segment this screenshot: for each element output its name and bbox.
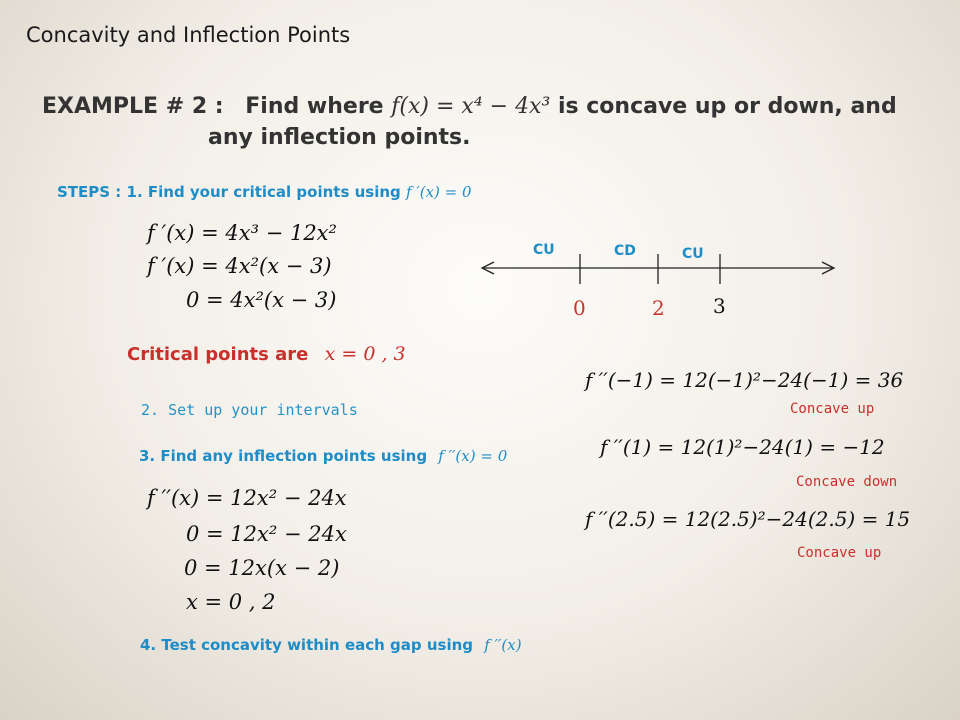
step1 bbox=[57, 183, 472, 201]
step3 bbox=[139, 447, 507, 465]
test-result-3: Concave up bbox=[797, 545, 882, 561]
example-label: EXAMPLE # 2 : bbox=[42, 94, 224, 119]
step3-eq-3: 0 = 12x(x − 2) bbox=[184, 556, 340, 580]
critical-value: x = 0 , 3 bbox=[324, 343, 406, 365]
example-text-after: is concave up or down, and bbox=[557, 94, 897, 119]
step3-eq-2: 0 = 12x² − 24x bbox=[186, 522, 347, 546]
test-result-1: Concave up bbox=[790, 401, 875, 417]
tick-label-2: 2 bbox=[652, 296, 665, 320]
step2-label: 2. Set up your intervals bbox=[141, 401, 358, 419]
critical-label: Critical points are bbox=[127, 344, 309, 365]
step4 bbox=[140, 636, 522, 654]
test-eq-3: f ′′(2.5) = 12(2.5)²−24(2.5) = 15 bbox=[585, 507, 911, 531]
interval-label-3: CU bbox=[682, 246, 704, 262]
tick-label-3: 3 bbox=[713, 294, 726, 318]
step1-eq-3: 0 = 4x²(x − 3) bbox=[186, 288, 337, 312]
step3-formula: f ′′(x) = 0 bbox=[438, 447, 508, 465]
critical-points bbox=[127, 343, 406, 365]
step1-label: STEPS : 1. Find your critical points using bbox=[57, 183, 401, 201]
test-result-2: Concave down bbox=[796, 474, 898, 490]
step1-formula: f ′(x) = 0 bbox=[406, 183, 472, 201]
example-function: f(x) = x⁴ − 4x³ bbox=[391, 94, 551, 119]
step3-label: 3. Find any inflection points using bbox=[139, 447, 428, 465]
example-header bbox=[42, 94, 897, 119]
test-eq-2: f ′′(1) = 12(1)²−24(1) = −12 bbox=[600, 435, 885, 459]
tick-label-0: 0 bbox=[573, 296, 586, 320]
interval-label-2: CD bbox=[614, 243, 636, 259]
step1-eq-1: f ′(x) = 4x³ − 12x² bbox=[147, 221, 337, 245]
step3-eq-4: x = 0 , 2 bbox=[186, 590, 276, 614]
step1-eq-2: f ′(x) = 4x²(x − 3) bbox=[147, 254, 332, 278]
page-title: Concavity and Inflection Points bbox=[26, 23, 351, 47]
example-text-before: Find where bbox=[245, 94, 384, 119]
test-eq-1: f ′′(−1) = 12(−1)²−24(−1) = 36 bbox=[585, 368, 904, 392]
interval-label-1: CU bbox=[533, 242, 555, 258]
step4-label: 4. Test concavity within each gap using bbox=[140, 636, 474, 654]
example-line2: any inflection points. bbox=[208, 125, 471, 150]
step4-formula: f ′′(x) bbox=[484, 636, 522, 654]
step3-eq-1: f ′′(x) = 12x² − 24x bbox=[147, 486, 347, 510]
